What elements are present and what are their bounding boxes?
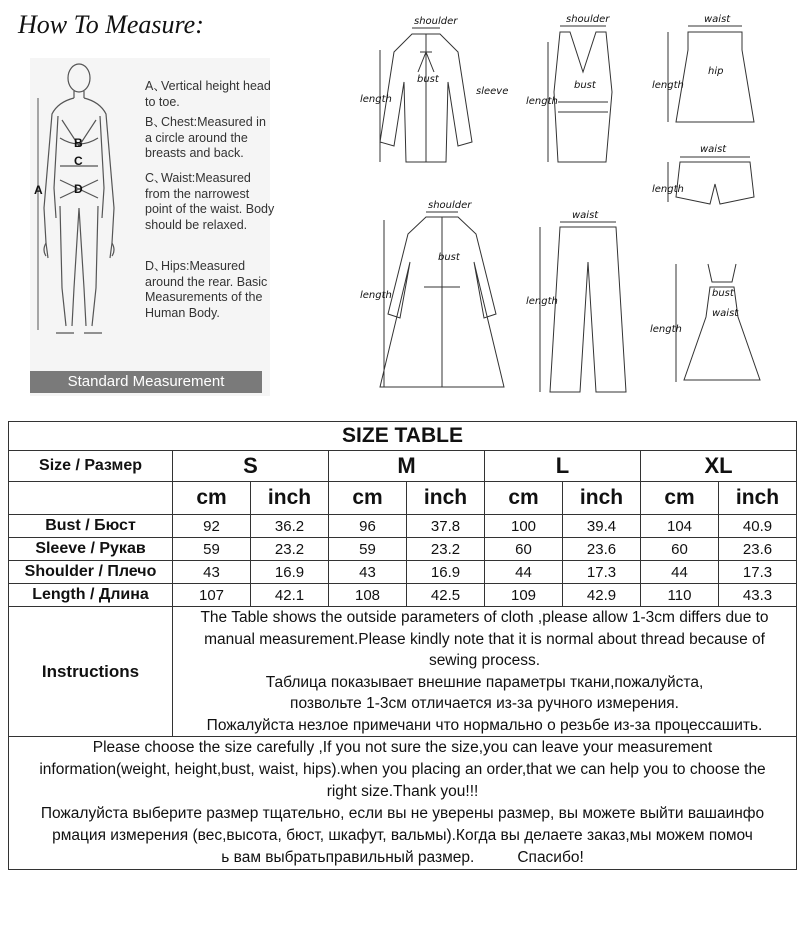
table-cell: 23.2 [407, 538, 485, 561]
instruction-line: manual measurement.Please kindly note that it is normal about thread because of [204, 630, 765, 648]
shorts-sketch [676, 162, 754, 204]
table-cell: 23.2 [251, 538, 329, 561]
definition-d: D、Hips:Measured around the rear. Basic Measurements of the Human Body. [145, 259, 268, 320]
footnote-line: Please choose the size carefully ,If you not sure the size,you can leave your measurement [92, 739, 713, 756]
table-cell: 109 [485, 584, 563, 607]
instruction-line: позвольте 1-3см отличается из-за ручного измерения. [290, 695, 679, 712]
table-cell: 60 [641, 538, 719, 561]
shorts-length-label: length [652, 184, 684, 195]
dress-waist-label: waist [712, 308, 739, 319]
table-cell: 43 [173, 561, 251, 584]
definition-a: A、Vertical height head to toe. [145, 79, 271, 109]
instructions-label: Instructions [9, 607, 173, 737]
label-d: D [74, 182, 83, 196]
size-l-header: L [485, 451, 641, 482]
table-cell: 16.9 [407, 561, 485, 584]
definition-b: B、Chest:Measured in a circle around the breasts and back. [145, 115, 266, 160]
skirt-waist-label: waist [704, 14, 731, 25]
table-cell: 36.2 [251, 515, 329, 538]
table-cell: 44 [641, 561, 719, 584]
blouse-shoulder-label: shoulder [414, 16, 458, 27]
unit-header: cm [329, 482, 407, 515]
table-cell: 23.6 [563, 538, 641, 561]
standard-measurement-label: Standard Measurement [30, 371, 262, 393]
footnote-line: рмация измерения (вес,высота, бюст, шкафут, вальмы).Когда вы делаете заказ,мы можем помоч [52, 827, 753, 844]
unit-header: cm [485, 482, 563, 515]
table-cell: 16.9 [251, 561, 329, 584]
skirt-sketch [676, 32, 754, 122]
table-cell: 23.6 [719, 538, 797, 561]
table-cell: 96 [329, 515, 407, 538]
instructions-row [9, 607, 797, 737]
table-cell: 17.3 [563, 561, 641, 584]
row-label: Bust / Бюст [9, 515, 173, 538]
size-table-title: SIZE TABLE [9, 422, 797, 451]
pants-sketch [550, 227, 626, 392]
coat-length-label: length [360, 290, 392, 301]
row-label: Length / Длина [9, 584, 173, 607]
instruction-line: sewing process. [428, 652, 541, 669]
table-row-bust [9, 515, 797, 538]
skirt-hip-label: hip [708, 66, 724, 77]
coat-shoulder-label: shoulder [428, 200, 472, 211]
unit-header: cm [641, 482, 719, 515]
size-label-header: Size / Размер [9, 451, 173, 482]
vest-bust-label: bust [574, 80, 596, 91]
unit-header: inch [407, 482, 485, 515]
table-cell: 60 [485, 538, 563, 561]
pants-length-label: length [526, 296, 558, 307]
label-c: C [74, 154, 83, 168]
vest-sketch [554, 32, 612, 162]
shorts-waist-label: waist [700, 144, 727, 155]
size-table-section [8, 421, 796, 870]
table-cell: 59 [329, 538, 407, 561]
table-cell: 44 [485, 561, 563, 584]
table-cell: 110 [641, 584, 719, 607]
table-cell: 40.9 [719, 515, 797, 538]
table-cell: 59 [173, 538, 251, 561]
instruction-line: The Table shows the outside parameters of cloth ,please allow 1-3cm differs due to [200, 609, 769, 626]
table-cell: 43.3 [719, 584, 797, 607]
skirt-length-label: length [652, 80, 684, 91]
garment-diagrams [360, 12, 790, 397]
row-label: Shoulder / Плечо [9, 561, 173, 584]
table-cell: 43 [329, 561, 407, 584]
body-figure-panel [30, 58, 275, 396]
table-cell: 104 [641, 515, 719, 538]
footnote-line: right size.Thank you!!! [326, 783, 479, 800]
instruction-line: Пожалуйста незлое примечани что нормально о резьбе из-за процессашить. [206, 716, 763, 734]
table-cell: 42.5 [407, 584, 485, 607]
pants-waist-label: waist [572, 210, 599, 221]
size-m-header: M [329, 451, 485, 482]
table-cell: 100 [485, 515, 563, 538]
row-label: Sleeve / Рукав [9, 538, 173, 561]
vest-length-label: length [526, 96, 558, 107]
coat-bust-label: bust [438, 252, 460, 263]
vest-shoulder-label: shoulder [566, 14, 610, 25]
footnote-line: information(weight, height,bust, waist, hips).when you placing an order,that we can help you to choose the [39, 761, 766, 778]
table-cell: 17.3 [719, 561, 797, 584]
definition-c: C、Waist:Measured from the narrowest point of the waist. Body should be relaxed. [145, 171, 275, 232]
footnote-row [9, 737, 797, 870]
size-xl-header: XL [641, 451, 797, 482]
footnote-line: ь вам выбратьправильный размер. Спасибо! [221, 849, 584, 866]
table-cell: 37.8 [407, 515, 485, 538]
dress-bust-label: bust [712, 288, 734, 299]
table-cell: 92 [173, 515, 251, 538]
instructions-text [173, 607, 797, 737]
blouse-sleeve-label: sleeve [476, 86, 509, 97]
unit-header: inch [251, 482, 329, 515]
label-a: A [34, 183, 43, 197]
table-cell: 108 [329, 584, 407, 607]
dress-sketch [684, 264, 760, 380]
unit-header: inch [719, 482, 797, 515]
blouse-length-label: length [360, 94, 392, 105]
table-row-length [9, 584, 797, 607]
size-s-header: S [173, 451, 329, 482]
size-table [8, 421, 797, 870]
table-cell: 42.1 [251, 584, 329, 607]
units-empty-cell [9, 482, 173, 515]
unit-header: cm [173, 482, 251, 515]
table-row-sleeve [9, 538, 797, 561]
label-b: B [74, 136, 83, 150]
footnote-line: Пожалуйста выберите размер тщательно, если вы не уверены размер, вы можете выйти вашаинфо [40, 805, 765, 822]
table-cell: 39.4 [563, 515, 641, 538]
footnote-text [9, 737, 797, 870]
table-cell: 42.9 [563, 584, 641, 607]
instruction-line: Таблица показывает внешние параметры ткани,пожалуйста, [265, 673, 704, 691]
table-row-shoulder [9, 561, 797, 584]
dress-length-label: length [650, 324, 682, 335]
page-title: How To Measure: [18, 10, 204, 39]
blouse-bust-label: bust [417, 74, 439, 85]
table-cell: 107 [173, 584, 251, 607]
unit-header: inch [563, 482, 641, 515]
